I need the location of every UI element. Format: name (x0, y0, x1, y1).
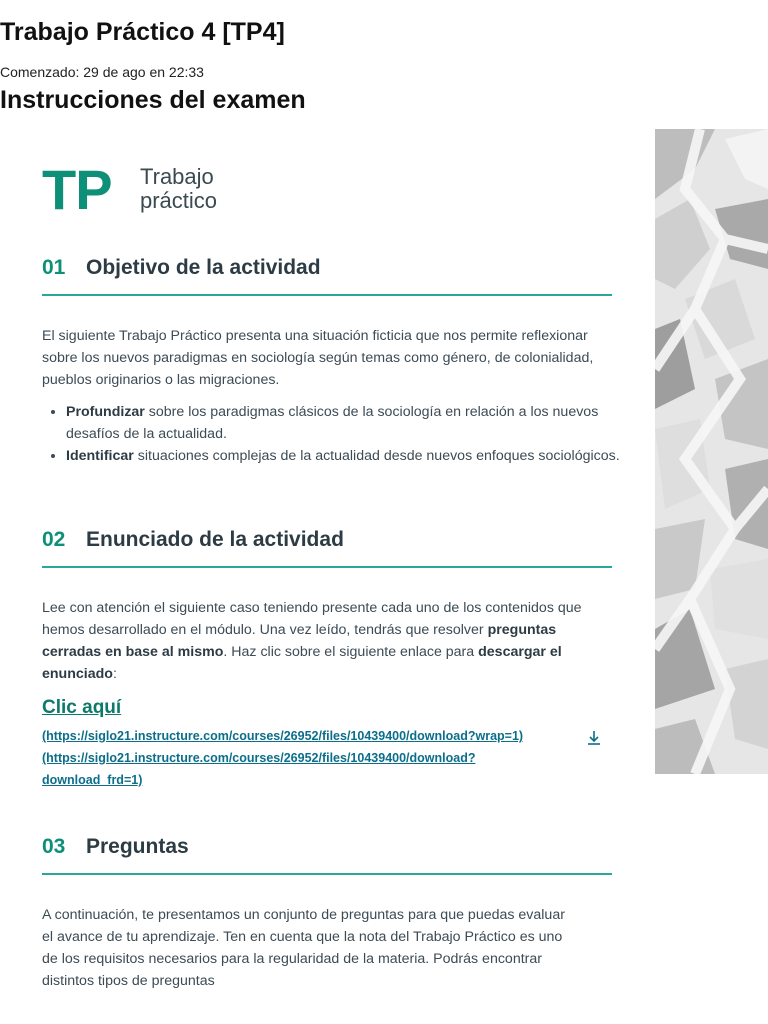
download-icon[interactable] (585, 729, 603, 747)
bullet-bold: Identificar (66, 448, 134, 464)
section-number: 02 (42, 528, 66, 551)
list-item (66, 401, 626, 445)
instructions-title: Instrucciones del examen (0, 86, 306, 114)
body-text: . Haz clic sobre el siguiente enlace para (223, 644, 479, 660)
bullet-text: sobre los paradigmas clásicos de la sociología en relación a los nuevos desafíos de la actualidad. (66, 404, 599, 442)
bullet-bold: Profundizar (66, 404, 145, 420)
section-number: 01 (42, 256, 66, 279)
objectives-list (42, 401, 626, 467)
section-title: Enunciado de la actividad (86, 528, 344, 551)
download-frd-url-link-cont[interactable]: download_frd=1) (42, 773, 143, 787)
section-divider (42, 294, 612, 296)
download-frd-url-link[interactable]: (https://siglo21.instructure.com/courses/26952/files/10439400/download? (42, 751, 476, 765)
list-item (66, 445, 626, 467)
section-number: 03 (42, 835, 66, 858)
decorative-side-image (655, 129, 768, 774)
tp-logo-words (140, 165, 217, 213)
started-timestamp: Comenzado: 29 de ago en 22:33 (0, 64, 204, 80)
bullet-text: situaciones complejas de la actualidad desde nuevos enfoques sociológicos. (133, 448, 620, 464)
section-01-intro: El siguiente Trabajo Práctico presenta una situación ficticia que nos permite reflexionar sobre los nuevos paradigmas en sociología según temas como género, de colonialidad, pueblos originarios o las migraciones. (42, 328, 594, 388)
section-title: Objetivo de la actividad (86, 256, 321, 279)
download-url-link[interactable]: (https://siglo21.instructure.com/courses/26952/files/10439400/download?wrap=1) (42, 729, 524, 743)
body-bold: descargar el enunciado (42, 644, 562, 682)
tp-logo-line1: Trabajo (140, 164, 214, 189)
tp-logo-line2: práctico (140, 188, 218, 213)
tp-logo-letters: TP (42, 158, 112, 221)
download-link[interactable]: Clic aquí (42, 697, 122, 718)
section-03-body: A continuación, te presentamos un conjunto de preguntas para que puedas evaluar el avance de tu aprendizaje. Ten en cuenta que la nota del Trabajo Práctico es uno de los requisitos necesarios para la regularidad de la materia. Podrás encontrar distintos tipos de preguntas (42, 907, 565, 989)
section-divider (42, 873, 612, 875)
body-text: Lee con atención el siguiente caso teniendo presente cada uno de los contenidos que hemos desarrollado en el módulo. Una vez leído, tendrás que resolver (42, 600, 582, 638)
body-text: : (112, 666, 117, 682)
section-02-body (42, 597, 617, 685)
section-divider (42, 566, 612, 568)
body-bold: preguntas cerradas en base al mismo (42, 622, 557, 660)
page-title: Trabajo Práctico 4 [TP4] (0, 18, 285, 46)
section-title: Preguntas (86, 835, 189, 858)
